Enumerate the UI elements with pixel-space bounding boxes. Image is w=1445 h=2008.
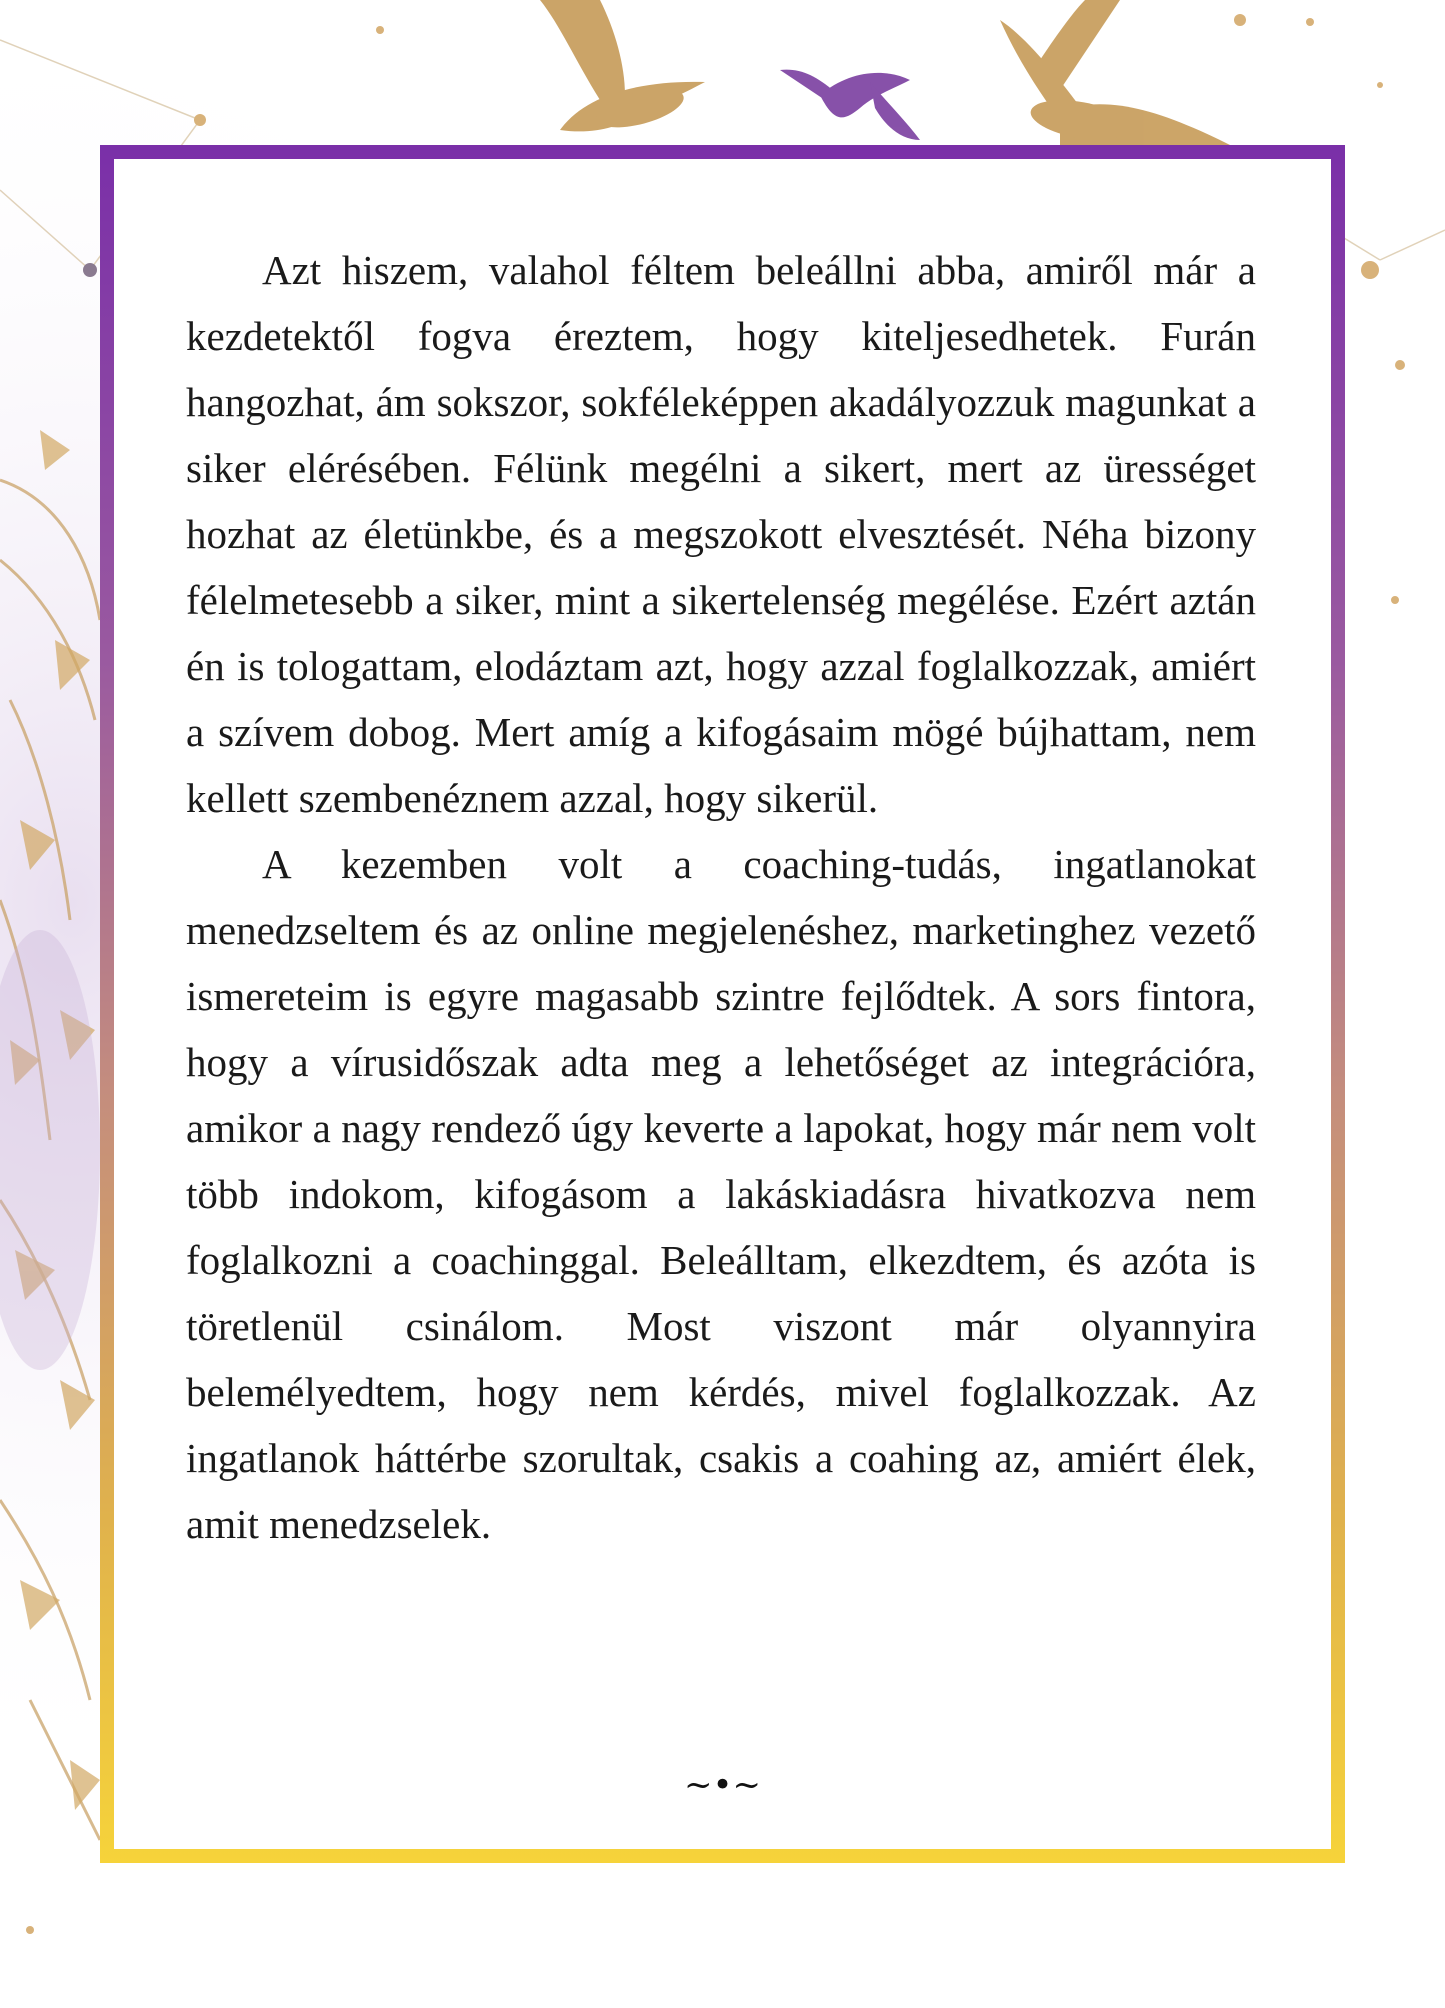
section-ornament: ~•~ — [683, 1765, 762, 1805]
text-panel — [114, 159, 1331, 1849]
gradient-frame — [100, 145, 1345, 1863]
paragraph-2: A kezemben volt a coaching-tudás, ingatlanokat menedzseltem és az online megjelenéshez, marketinghez vezető ismereteim is egyre magasabb szintre fejlődtek. A sors fintora, hogy a vírusidőszak adta meg a lehetőséget az integrációra, amikor a nagy rendező úgy keverte a lapokat, hogy már nem volt több indokom, kifogásom a lakáskiadásra hivatkozva nem foglalkozni a coachinggal. Beleálltam, elkezdtem, és azóta is töretlenül csinálom. Most viszont már olyannyira belemélyedtem, hogy nem kérdés, mivel foglalkozzak. Az ingatlanok háttérbe szorultak, csakis a coahing az, amiért élek, amit menedzselek. — [186, 841, 1256, 1547]
paragraph-1: Azt hiszem, valahol féltem beleállni abba, amiről már a kezdetektől fogva éreztem, hogy kiteljesedhetek. Furán hangozhat, ám sokszor, sokféleképpen akadályozzuk magunkat a siker elérésében. Félünk megélni a sikert, mert az ürességet hozhat az életünkbe, és a megszokott elvesztését. Néha bizony félelmetesebb a siker, mint a sikertelenség megélése. Ezért aztán én is tologattam, elodáztam azt, hogy azzal foglalkozzak, amiért a szívem dobog. Mert amíg a kifogásaim mögé bújhattam, nem kellett szembenéznem azzal, hogy sikerül. — [186, 247, 1256, 821]
